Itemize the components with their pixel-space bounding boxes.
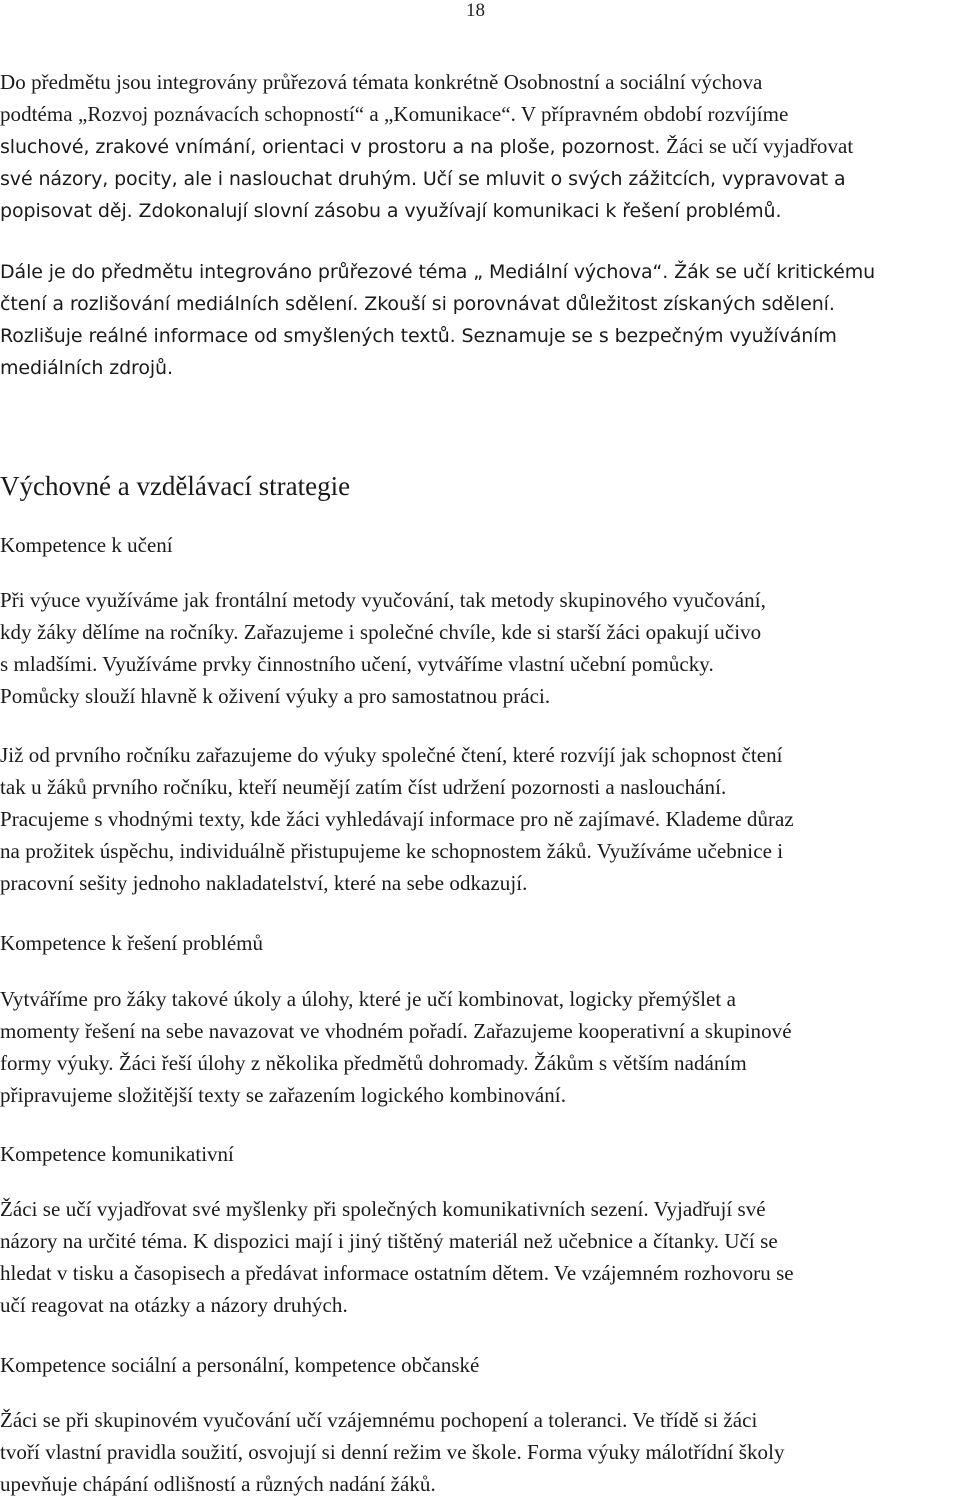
competence-learning-title: Kompetence k učení: [0, 533, 173, 557]
media-paragraph: [0, 256, 960, 384]
text-line: Pracujeme s vhodnými texty, kde žáci vyhledávají informace pro ně zajímavé. Klademe důraz: [0, 807, 794, 831]
text-line: Vytváříme pro žáky takové úkoly a úlohy, které je učí kombinovat, logicky přemýšlet a: [0, 987, 736, 1011]
text-line: popisovat děj. Zdokonalují slovní zásobu a využívají komunikaci k řešení problémů.: [0, 200, 782, 222]
competence-communication-title: Kompetence komunikativní: [0, 1142, 234, 1166]
text-line: Žáci se při skupinovém vyučování učí vzájemnému pochopení a toleranci. Ve třídě si žáci: [0, 1408, 758, 1432]
text-line: formy výuky. Žáci řeší úlohy z několika předmětů dohromady. Žákům s větším nadáním: [0, 1051, 747, 1075]
competence-social-title: Kompetence sociální a personální, kompetence občanské: [0, 1353, 480, 1377]
text-line: Již od prvního ročníku zařazujeme do výuky společné čtení, které rozvíjí jak schopnost čtení: [0, 743, 783, 767]
text-line: čtení a rozlišování mediálních sdělení. Zkouší si porovnávat důležitost získaných sdělení.: [0, 293, 835, 315]
text-line: tak u žáků prvního ročníku, kteří neumějí zatím číst udržení pozornosti a naslouchání.: [0, 775, 727, 799]
text-line: s mladšími. Využíváme prvky činnostního učení, vytváříme vlastní učební pomůcky.: [0, 652, 714, 676]
text-line: Pomůcky slouží hlavně k oživení výuky a pro samostatnou práci.: [0, 684, 551, 708]
text-line: Při výuce využíváme jak frontální metody vyučování, tak metody skupinového vyučování,: [0, 588, 766, 612]
competence-social-paragraph: [0, 1404, 960, 1500]
competence-learning-paragraph-1: [0, 584, 960, 712]
text-line: své názory, pocity, ale i naslouchat druhým. Učí se mluvit o svých zážitcích, vypravovat a: [0, 168, 846, 190]
text-line: momenty řešení na sebe navazovat ve vhodném pořadí. Zařazujeme kooperativní a skupinové: [0, 1019, 792, 1043]
text-line: sluchové, zrakové vnímání, orientaci v prostoru a na ploše, pozornost. Žáci se učí vyjadřovat: [0, 134, 854, 158]
text-line: na prožitek úspěchu, individuálně přistupujeme ke schopnostem žáků. Využíváme učebnice i: [0, 839, 784, 863]
text-line: podtéma „Rozvoj poznávacích schopností“ a „Komunikace“. V přípravném období rozvíjíme: [0, 102, 789, 126]
page-number: 18: [466, 0, 485, 21]
text-line: Do předmětu jsou integrovány průřezová témata konkrétně Osobnostní a sociální výchova: [0, 70, 763, 94]
text-line: učí reagovat na otázky a názory druhých.: [0, 1293, 348, 1317]
text-line: názory na určité téma. K dispozici mají i jiný tištěný materiál než učebnice a čítanky. Učí se: [0, 1229, 778, 1253]
text-line: mediálních zdrojů.: [0, 357, 173, 379]
text-line: Dále je do předmětu integrováno průřezové téma „ Mediální výchova“. Žák se učí kritickému: [0, 261, 876, 283]
text-line: hledat v tisku a časopisech a předávat informace ostatním dětem. Ve vzájemném rozhovoru se: [0, 1261, 794, 1285]
text-line: Žáci se učí vyjadřovat své myšlenky při společných komunikativních sezení. Vyjadřují své: [0, 1197, 766, 1221]
text-line: upevňuje chápání odlišností a různých nadání žáků.: [0, 1472, 436, 1496]
section-heading: Výchovné a vzdělávací strategie: [0, 471, 351, 501]
competence-learning-paragraph-2: [0, 739, 960, 899]
competence-communication-paragraph: [0, 1193, 960, 1321]
competence-problems-title: Kompetence k řešení problémů: [0, 931, 263, 955]
intro-paragraph: [0, 66, 960, 227]
competence-problems-paragraph: [0, 983, 960, 1111]
text-line: pracovní sešity jednoho nakladatelství, které na sebe odkazují.: [0, 871, 528, 895]
text-line: tvoří vlastní pravidla soužití, osvojují si denní režim ve škole. Forma výuky málotřídní školy: [0, 1440, 785, 1464]
text-line: kdy žáky dělíme na ročníky. Zařazujeme i společné chvíle, kde si starší žáci opakují učivo: [0, 620, 762, 644]
text-line: připravujeme složitější texty se zařazením logického kombinování.: [0, 1083, 566, 1107]
text-line: Rozlišuje reálné informace od smyšlených textů. Seznamuje se s bezpečným využíváním: [0, 325, 837, 347]
